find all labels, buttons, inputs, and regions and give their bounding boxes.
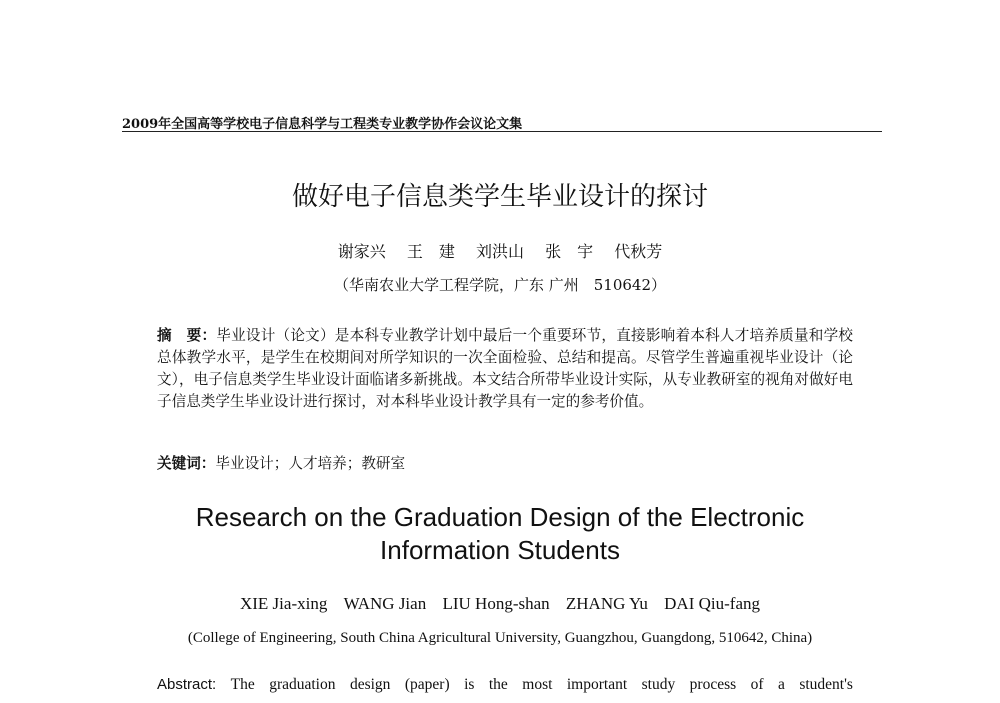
abstract-en-word: student's — [799, 676, 853, 693]
abstract-en-label: Abstract: — [157, 676, 217, 693]
title-chinese: 做好电子信息类学生毕业设计的探讨 — [291, 182, 708, 212]
running-header: 2009年全国高等学校电子信息科学与工程类专业教学协作会议论文集 — [122, 117, 523, 132]
abstract-en-word: study — [641, 676, 676, 693]
author-en-3: LIU Hong-shan — [442, 594, 550, 613]
keywords-cn-label: 关键词： — [157, 455, 216, 472]
authors-chinese — [0, 239, 1000, 262]
header-rule — [122, 131, 882, 132]
abstract-chinese — [157, 325, 853, 413]
title-english — [0, 501, 1000, 567]
abstract-en-word: (paper) — [404, 676, 450, 693]
keywords-cn-text: 毕业设计；人才培养；教研室 — [215, 455, 406, 472]
abstract-en-word: design — [349, 676, 391, 693]
title-en-line-1: Research on the Graduation Design of the Electronic — [195, 502, 805, 532]
affiliation-english: (College of Engineering, South China Agricultural University, Guangzhou, Guangdong, 510642, China) — [187, 630, 813, 646]
abstract-en-word: is — [464, 676, 475, 693]
title-en-line-2: Information Students — [380, 535, 620, 565]
abstract-cn-label: 摘 要： — [157, 327, 217, 344]
abstract-en-word: of — [750, 676, 764, 693]
author-en-1: XIE Jia-xing — [239, 594, 328, 613]
keywords-chinese — [157, 453, 853, 475]
abstract-en-word: important — [566, 676, 628, 693]
author-cn-5: 代秋芳 — [614, 242, 663, 261]
author-cn-4: 张 宇 — [545, 242, 594, 261]
author-en-4: ZHANG Yu — [565, 594, 648, 613]
abstract-en-word: a — [777, 676, 785, 693]
abstract-en-word: most — [522, 676, 553, 693]
abstract-english-first-line — [157, 676, 853, 694]
author-cn-1: 谢家兴 — [337, 242, 386, 261]
abstract-en-word: The — [230, 676, 255, 693]
abstract-en-word: process — [689, 676, 737, 693]
abstract-cn-text: 毕业设计（论文）是本科专业教学计划中最后一个重要环节，直接影响着本科人才培养质量和学校总体教学水平，是学生在校期间对所学知识的一次全面检验、总结和提高。尽管学生普遍重视毕业设计（论文），电子信息类学生毕业设计面临诸多新挑战。本文结合所带毕业设计实际，从专业教研室的视角对做好电子信息类学生毕业设计进行探讨，对本科毕业设计教学具有一定的参考价值。 — [157, 327, 853, 410]
author-en-2: WANG Jian — [343, 594, 427, 613]
affiliation-chinese: （华南农业大学工程学院，广东 广州 510642） — [333, 276, 667, 294]
author-en-5: DAI Qiu-fang — [664, 594, 760, 613]
abstract-en-word: graduation — [269, 676, 336, 693]
abstract-en-word: the — [488, 676, 508, 693]
author-cn-3: 刘洪山 — [475, 242, 524, 261]
authors-english — [0, 594, 1000, 614]
author-cn-2: 王 建 — [406, 242, 455, 261]
